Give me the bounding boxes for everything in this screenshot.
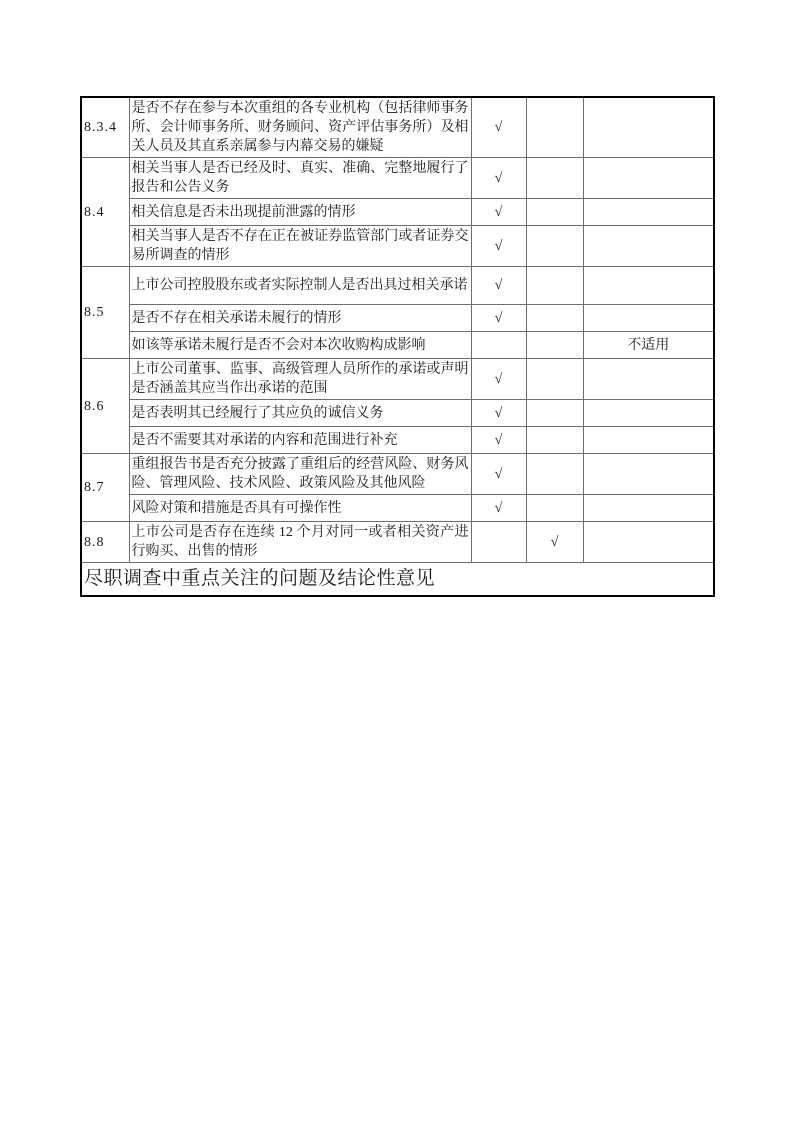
question-cell: 相关信息是否未出现提前泄露的情形 [129,199,471,226]
table-row [81,97,714,158]
remark-cell [583,267,714,305]
table-row [81,158,714,199]
due-diligence-checklist-table [80,96,715,597]
question-cell: 相关当事人是否已经及时、真实、准确、完整地履行了报告和公告义务 [129,158,471,199]
check-col1-cell: √ [471,226,526,267]
question-cell: 是否不需要其对承诺的内容和范围进行补充 [129,427,471,454]
remark-cell [583,305,714,332]
table-row [81,427,714,454]
check-col2-cell [526,359,583,400]
check-col2-cell: √ [526,522,583,563]
check-col1-cell: √ [471,427,526,454]
check-col2-cell [526,305,583,332]
check-col2-cell [526,97,583,158]
remark-cell [583,359,714,400]
table-row [81,305,714,332]
check-col1-cell: √ [471,97,526,158]
check-col1-cell: √ [471,158,526,199]
question-cell: 重组报告书是否充分披露了重组后的经营风险、财务风险、管理风险、技术风险、政策风险及其他风险 [129,454,471,495]
remark-cell [583,427,714,454]
question-cell: 相关当事人是否不存在正在被证券监管部门或者证券交易所调查的情形 [129,226,471,267]
remark-cell [583,226,714,267]
row-number-cell: 8.6 [81,359,129,454]
check-col2-cell [526,158,583,199]
check-col1-cell: √ [471,495,526,522]
table-row [81,495,714,522]
check-col2-cell [526,267,583,305]
row-number-cell: 8.5 [81,267,129,359]
table-row [81,226,714,267]
table-row [81,359,714,400]
table-row [81,400,714,427]
question-cell: 上市公司董事、监事、高级管理人员所作的承诺或声明是否涵盖其应当作出承诺的范围 [129,359,471,400]
row-number-cell: 8.4 [81,158,129,267]
question-cell: 是否不存在相关承诺未履行的情形 [129,305,471,332]
check-col1-cell: √ [471,400,526,427]
table-footer-row [81,563,714,596]
remark-cell [583,495,714,522]
row-number-cell: 8.8 [81,522,129,563]
check-col1-cell [471,522,526,563]
check-col2-cell [526,199,583,226]
check-col2-cell [526,427,583,454]
remark-cell [583,522,714,563]
remark-cell [583,400,714,427]
table-row [81,267,714,305]
check-col2-cell [526,400,583,427]
check-col1-cell: √ [471,359,526,400]
question-cell: 是否表明其已经履行了其应负的诚信义务 [129,400,471,427]
check-col1-cell [471,332,526,359]
check-col2-cell [526,226,583,267]
check-col2-cell [526,454,583,495]
table-row [81,332,714,359]
remark-cell [583,199,714,226]
question-cell: 风险对策和措施是否具有可操作性 [129,495,471,522]
row-number-cell: 8.7 [81,454,129,522]
question-cell: 是否不存在参与本次重组的各专业机构（包括律师事务所、会计师事务所、财务顾问、资产评估事务所）及相关人员及其直系亲属参与内幕交易的嫌疑 [129,97,471,158]
row-number-cell: 8.3.4 [81,97,129,158]
table-row [81,522,714,563]
question-cell: 上市公司控股股东或者实际控制人是否出具过相关承诺 [129,267,471,305]
check-col2-cell [526,495,583,522]
check-col1-cell: √ [471,267,526,305]
question-cell: 如该等承诺未履行是否不会对本次收购构成影响 [129,332,471,359]
table-row [81,454,714,495]
check-col1-cell: √ [471,454,526,495]
check-col1-cell: √ [471,199,526,226]
table-row [81,199,714,226]
remark-cell [583,158,714,199]
footer-title: 尽职调查中重点关注的问题及结论性意见 [81,563,714,596]
check-col1-cell: √ [471,305,526,332]
remark-cell: 不适用 [583,332,714,359]
check-col2-cell [526,332,583,359]
remark-cell [583,454,714,495]
remark-cell [583,97,714,158]
question-cell: 上市公司是否存在连续 12 个月对同一或者相关资产进行购买、出售的情形 [129,522,471,563]
